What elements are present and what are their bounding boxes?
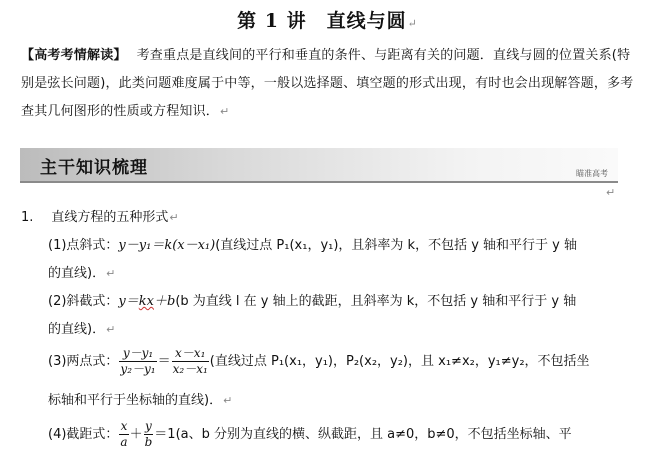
formula-3-line — [48, 346, 590, 377]
formula-part: ＋b — [154, 294, 176, 309]
formula-label: (1)点斜式： — [48, 238, 119, 253]
formula-1-line-2 — [48, 262, 115, 281]
formula-description: (直线过点 P₁(x₁，y₁)，P₂(x₂，y₂)，且 x₁≠x₂，y₁≠y₂，不包括坐 — [209, 354, 590, 369]
fraction — [172, 346, 209, 377]
paragraph-mark-icon: ↵ — [106, 267, 116, 280]
paragraph-mark-icon: ↵ — [169, 211, 179, 224]
spellcheck-underlined-term: kx — [138, 294, 154, 309]
fraction — [144, 419, 154, 450]
formula-description: (a、b 分别为直线的横、纵截距，且 a≠0，b≠0，不包括坐标轴、平 — [175, 427, 572, 442]
denominator: b — [144, 435, 153, 449]
formula-1-line — [48, 234, 577, 253]
formula-description: (b 为直线 l 在 y 轴上的截距，且斜率为 k，不包括 y 轴和平行于 y 轴 — [175, 294, 577, 309]
numerator: y－y₁ — [119, 346, 156, 362]
formula-expression: y－y₁＝k(x－x₁) — [118, 238, 216, 253]
plus-sign: ＋ — [129, 427, 143, 442]
section-banner — [20, 148, 618, 183]
intro-paragraph — [21, 42, 639, 126]
item-heading-text: 直线方程的五种形式 — [51, 210, 169, 225]
denominator: x₂－x₁ — [172, 362, 208, 376]
fraction — [119, 346, 156, 377]
numerator: y — [145, 419, 152, 433]
formula-description: (直线过点 P₁(x₁，y₁)，且斜率为 k，不包括 y 轴和平行于 y 轴 — [215, 238, 578, 253]
item-1-heading — [21, 206, 179, 225]
fraction — [119, 419, 128, 450]
formula-2-line — [48, 290, 576, 309]
section-subtitle: 瞄准高考 — [576, 169, 608, 178]
denominator: a — [120, 435, 128, 449]
paragraph-mark-icon: ↵ — [106, 323, 116, 336]
paragraph-mark-icon: ↵ — [606, 186, 616, 199]
numerator: x－x₁ — [172, 346, 209, 362]
formula-description-cont: 的直线)． — [48, 322, 106, 337]
numerator: x — [120, 419, 128, 433]
paragraph-mark-icon: ↵ — [223, 394, 233, 407]
equals-one: ＝1 — [154, 427, 176, 442]
intro-text: 考查重点是直线间的平行和垂直的条件、与距离有关的问题．直线与圆的位置关系(特别是弦长问题)，此类问题难度属于中等，一般以选择题、填空题的形式出现，有时也会出现解答题，多考查其几何图形的性质或方程知识． — [21, 48, 634, 119]
formula-description-cont: 的直线)． — [48, 266, 106, 281]
paragraph-mark-icon: ↵ — [220, 105, 230, 118]
intro-lead: 【高考考情解读】 — [21, 48, 127, 63]
equals-sign: ＝ — [157, 354, 171, 369]
formula-2-line-2 — [48, 318, 115, 337]
formula-part: y＝ — [118, 294, 139, 309]
item-number: 1. — [21, 210, 34, 225]
paragraph-mark-icon: ↵ — [407, 17, 418, 30]
section-title: 主干知识梳理 — [40, 158, 148, 178]
denominator: y₂－y₁ — [120, 362, 156, 376]
formula-label: (4)截距式： — [48, 427, 119, 442]
formula-4-line — [48, 419, 572, 450]
formula-3-line-2 — [48, 389, 232, 408]
formula-label: (3)两点式： — [48, 354, 119, 369]
formula-description-cont: 标轴和平行于坐标轴的直线)． — [48, 393, 223, 408]
page-title: 第 1 讲 直线与圆↵ — [237, 10, 418, 32]
formula-label: (2)斜截式： — [48, 294, 119, 309]
